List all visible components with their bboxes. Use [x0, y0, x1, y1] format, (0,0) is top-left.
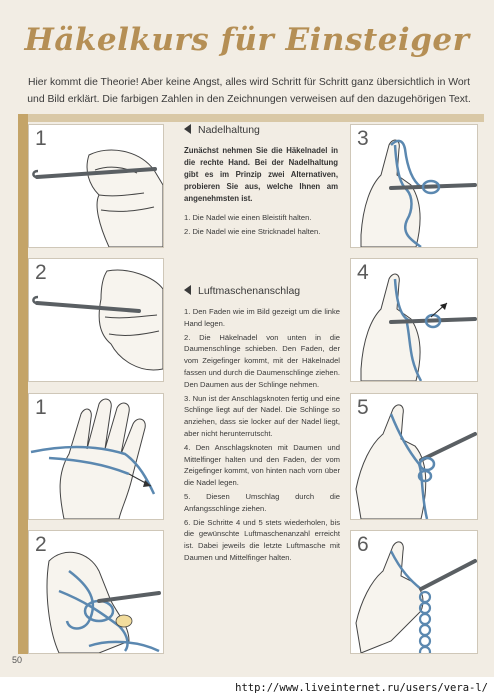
illustration-panel-chain-5 — [350, 393, 478, 520]
page-title: Häkelkurs für Einsteiger — [24, 22, 470, 58]
list-item: 4. Den Anschlagsknoten mit Daumen und Mittelfinger halten und den Faden, der vom Zeigefinger kommt, von hinten nach vorn über die Nadel legen. — [184, 442, 340, 488]
list-item: 1. Den Faden wie im Bild gezeigt um die linke Hand legen. — [184, 307, 340, 328]
illustration-panel-chain-1 — [28, 393, 164, 520]
yarn-around-hand-illustration — [29, 394, 163, 519]
slip-knot-on-hook-illustration — [351, 125, 477, 247]
panel-number: 4 — [357, 261, 369, 284]
hand-holding-hook-pencil-illustration — [29, 125, 163, 247]
triangle-icon — [184, 285, 191, 295]
section-heading-nadelhaltung — [184, 124, 260, 136]
source-url[interactable]: http://www.liveinternet.ru/users/vera-l/ — [235, 682, 488, 694]
list-item: 2. Die Nadel wie eine Stricknadel halten. — [184, 226, 321, 236]
section-heading-label: Nadelhaltung — [198, 124, 260, 136]
list-item: 1. Die Nadel wie einen Bleistift halten. — [184, 213, 312, 222]
list-item: 3. Nun ist der Anschlagsknoten fertig und eine Schlinge liegt auf der Nadel. Die Schlinge so anziehen, dass sie locker auf der Nadel liegt, aber nicht herunterrutscht. — [184, 393, 340, 438]
hand-holding-hook-knife-illustration — [29, 259, 163, 381]
panel-number: 3 — [357, 127, 369, 150]
panel-number: 2 — [35, 261, 47, 284]
luftmaschen-list — [184, 306, 340, 566]
panel-number: 1 — [35, 396, 47, 419]
yarn-over-hook-illustration — [351, 259, 477, 381]
panel-number: 1 — [35, 127, 47, 150]
illustration-panel-hold-1 — [28, 124, 164, 248]
intro-text: Hier kommt die Theorie! Aber keine Angst, alles wird Schritt für Schritt ganz übersichtlich in Wort und Bild erklärt. Die farbigen Zahlen in den Zeichnungen verweisen auf den dazugehörigen Text. — [27, 77, 471, 105]
illustration-panel-chain-3 — [350, 124, 478, 248]
list-item: 5. Diesen Umschlag durch die Anfangsschlinge ziehen. — [184, 491, 340, 513]
illustration-panel-chain-6 — [350, 530, 478, 654]
section-heading-luftmaschen — [184, 285, 300, 297]
page-number: 50 — [12, 655, 23, 665]
triangle-icon — [184, 124, 191, 134]
illustration-panel-chain-4 — [350, 258, 478, 382]
panel-number: 6 — [357, 533, 369, 556]
list-item: 6. Die Schritte 4 und 5 stets wiederholen, bis die gewünschte Luftmaschenanzahl erreicht ist. Dabei jeweils die letzte Luftmasche mit Daumen und Mittelfinger halten. — [184, 517, 340, 562]
panel-number: 2 — [35, 533, 47, 556]
nadelhaltung-list — [184, 212, 340, 240]
illustration-panel-hold-2 — [28, 258, 164, 382]
list-item: 2. Die Häkelnadel von unten in die Daumenschlinge schieben. Den Faden, der vom Zeigefinger kommt, mit der Häkelnadel fassen und durch die Daumenschlinge ziehen. Den Daumen aus der Schlinge nehmen. — [184, 332, 340, 389]
pull-through-loop-illustration — [351, 394, 477, 519]
decorative-strip — [18, 114, 28, 654]
section-heading-label: Luftmaschenanschlag — [198, 285, 301, 297]
chain-stitches-illustration — [351, 531, 477, 653]
decorative-band — [18, 114, 484, 122]
panel-number: 5 — [357, 396, 369, 419]
hook-through-thumb-loop-illustration — [29, 531, 163, 653]
nadelhaltung-intro: Zunächst nehmen Sie die Häkelnadel in die rechte Hand. Bei der Nadelhaltung gibt es im Prinzip zwei Alternativen, probieren Sie aus, welche Ihnen am angenehmsten ist. — [184, 146, 338, 203]
illustration-panel-chain-2 — [28, 530, 164, 654]
